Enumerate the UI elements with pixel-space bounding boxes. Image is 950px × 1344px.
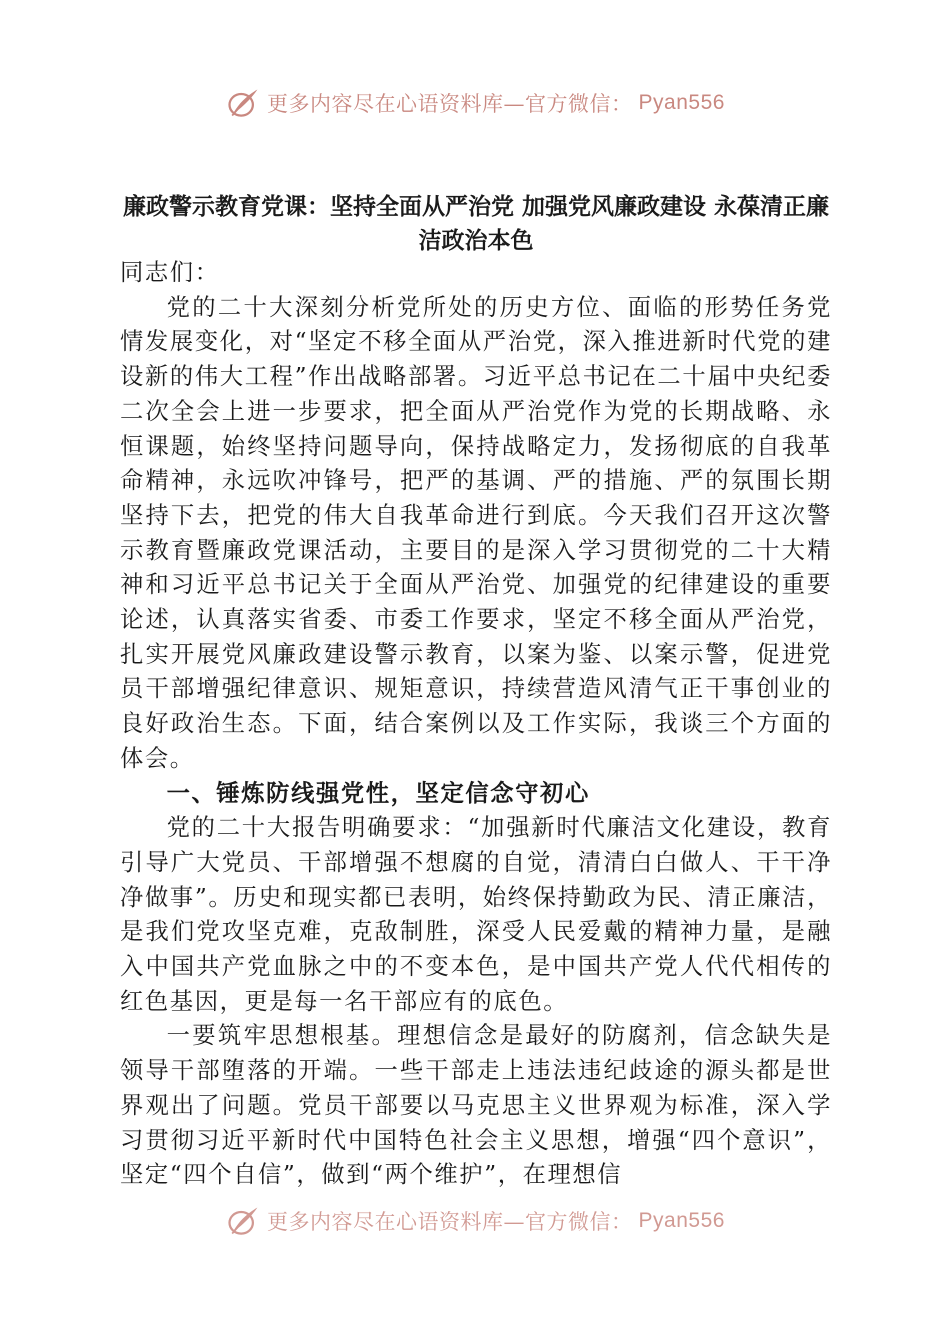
document-body: [120, 256, 832, 1193]
salutation: 同志们：: [120, 259, 220, 286]
paragraph: 一要筑牢思想根基。理想信念是最好的防腐剂，信念缺失是领导干部堕落的开端。一些干部走上违法违纪歧途的源头都是世界观出了问题。党员干部要以马克思主义世界观为标准，深入学习贯彻习近平新时代中国特色社会主义思想，增强“四个意识”，坚定“四个自信”，做到“两个维护”，在理想信: [120, 1022, 832, 1189]
watermark-banner-bottom: [0, 1196, 950, 1246]
quill-pen-logo-icon: [225, 1203, 261, 1239]
section-heading: 一、锤炼防线强党性，坚定信念守初心: [166, 779, 590, 807]
paragraph: 党的二十大报告明确要求：“加强新时代廉洁文化建设，教育引导广大党员、干部增强不想腐的自觉，清清白白做人、干干净净做事”。历史和现实都已表明，始终保持勤政为民、清正廉洁，是我们党攻坚克难，克敌制胜，深受人民爱戴的精神力量，是融入中国共产党血脉之中的不变本色，是中国共产党人代代相传的红色基因，更是每一名干部应有的底色。: [120, 814, 832, 1015]
watermark-banner-top: [0, 78, 950, 128]
paragraph: 党的二十大深刻分析党所处的历史方位、面临的形势任务党情发展变化，对“坚定不移全面从严治党，深入推进新时代党的建设新的伟大工程”作出战略部署。习近平总书记在二十届中央纪委二次全会上进一步要求，把全面从严治党作为党的长期战略、永恒课题，始终坚持问题导向，保持战略定力，发扬彻底的自我革命精神，永远吹冲锋号，把严的基调、严的措施、严的氛围长期坚持下去，把党的伟大自我革命进行到底。今天我们召开这次警示教育暨廉政党课活动，主要目的是深入学习贯彻党的二十大精神和习近平总书记关于全面从严治党、加强党的纪律建设的重要论述，认真落实省委、市委工作要求，坚定不移全面从严治党，扎实开展党风廉政建设警示教育，以案为鉴、以案示警，促进党员干部增强纪律意识、规矩意识，持续营造风清气正干事创业的良好政治生态。下面，结合案例以及工作实际，我谈三个方面的体会。: [120, 293, 832, 772]
banner-wechat-id: Pyan556: [638, 91, 725, 114]
document-title: 廉政警示教育党课：坚持全面从严治党 加强党风廉政建设 永葆清正廉洁政治本色: [122, 193, 829, 254]
banner-text: 更多内容尽在心语资料库—官方微信：: [267, 92, 633, 116]
banner-text: 更多内容尽在心语资料库—官方微信：: [267, 1210, 633, 1234]
quill-pen-logo-icon: [225, 85, 261, 121]
banner-wechat-id: Pyan556: [638, 1209, 725, 1232]
